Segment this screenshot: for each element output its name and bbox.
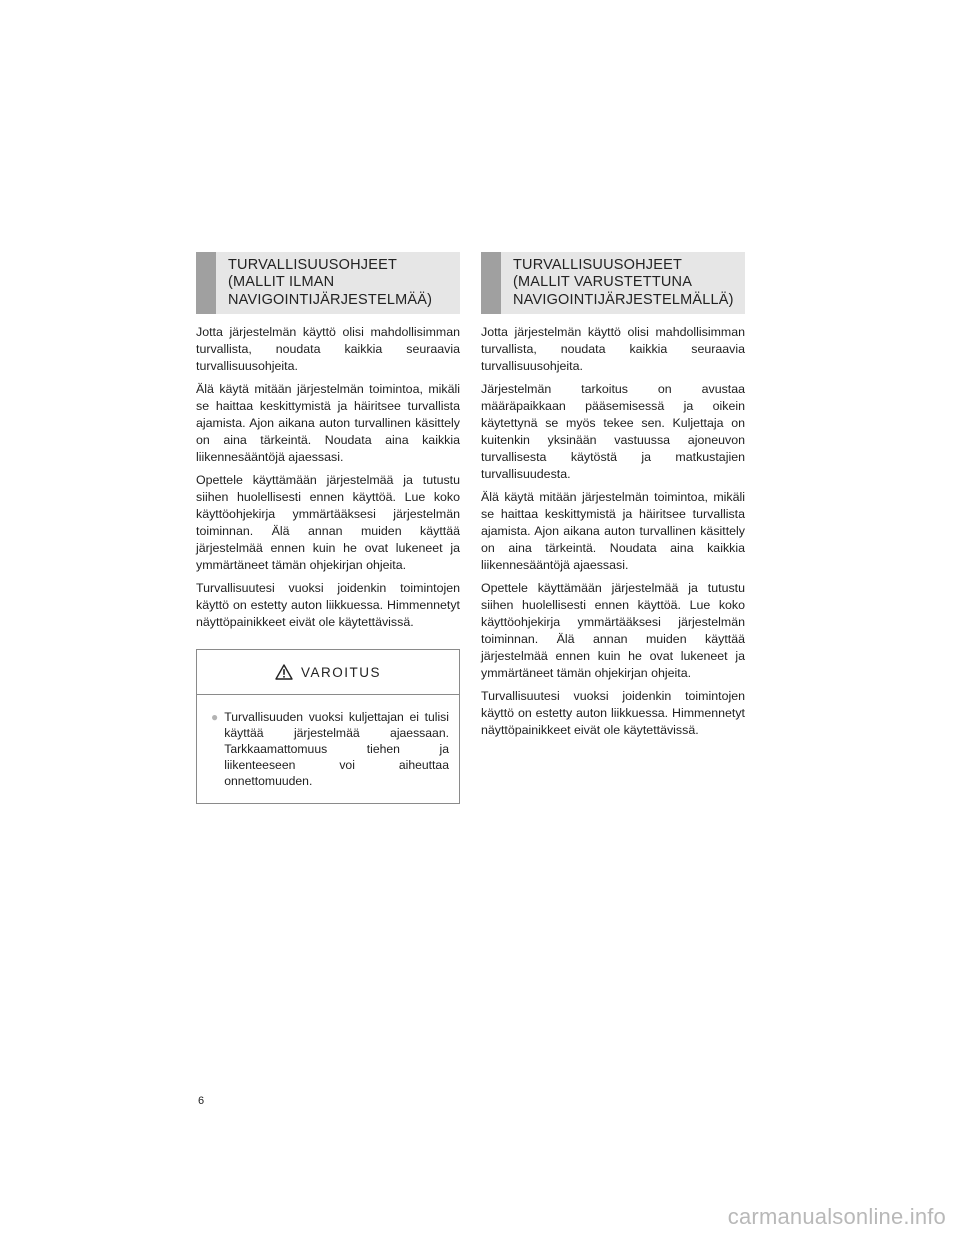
paragraph: Jotta järjestelmän käyttö olisi mahdollisimman turvallista, noudata kaikkia seuraavia turvallisuusohjeita. (481, 325, 745, 373)
warning-triangle-icon (275, 664, 293, 680)
paragraph: Opettele käyttämään järjestelmää ja tutustu siihen huolellisesti ennen käyttöä. Lue koko käyttöohjekirja ymmärtääksesi järjestelmän toiminnan. Älä annan muiden käyttää järjestelmää ennen kuin he ovat lukeneet ja ymmärtäneet tämän ohjekirjan ohjeita. (481, 581, 745, 680)
section-heading-without-navigation (196, 252, 460, 314)
heading-accent-bar (196, 252, 216, 314)
paragraph: Älä käytä mitään järjestelmän toimintoa, mikäli se haittaa keskittymistä ja häiritsee turvallista ajamista. Ajon aikana auton turvallinen käsittely on aina tärkeintä. Noudata aina kaikkia liikennesääntöjä ajaessasi. (196, 382, 460, 464)
paragraph: Turvallisuutesi vuoksi joidenkin toimintojen käyttö on estetty auton liikkuessa. Himmennetyt näyttöpainikkeet eivät ole käytettävissä. (481, 689, 745, 737)
watermark: carmanualsonline.info (727, 1204, 946, 1229)
left-body-text (196, 324, 460, 631)
warning-label: VAROITUS (300, 664, 381, 680)
paragraph: Opettele käyttämään järjestelmää ja tutustu siihen huolellisesti ennen käyttöä. Lue koko käyttöohjekirja ymmärtääksesi järjestelmän toiminnan. Älä annan muiden käyttää järjestelmää ennen kuin he ovat lukeneet ja ymmärtäneet tämän ohjekirjan ohjeita. (196, 473, 460, 572)
warning-text: Turvallisuuden vuoksi kuljettajan ei tulisi käyttää järjestelmää ajaessaan. Tarkkaamattomuus tiehen ja liikenteeseen voi aiheuttaa onnettomuuden. (224, 710, 449, 788)
right-body-text (481, 324, 745, 739)
paragraph: Älä käytä mitään järjestelmän toimintoa, mikäli se haittaa keskittymistä ja häiritsee turvallista ajamista. Ajon aikana auton turvallinen käsittely on aina tärkeintä. Noudata aina kaikkia liikennesääntöjä ajaessasi. (481, 490, 745, 572)
warning-box (196, 649, 460, 804)
right-column (481, 252, 745, 745)
paragraph: Järjestelmän tarkoitus on avustaa määräpaikkaan pääsemisessä ja oikein käytettynä se myös tekee sen. Kuljettaja on kuitenkin yksinään vastuussa ajoneuvon turvallisesta käytöstä ja matkustajien turvallisuudesta. (481, 382, 745, 481)
left-column (196, 252, 460, 804)
heading-text: TURVALLISUUSOHJEET (MALLIT ILMAN NAVIGOINTIJÄRJESTELMÄÄ) (228, 256, 433, 308)
warning-header (197, 650, 459, 695)
heading-text: TURVALLISUUSOHJEET (MALLIT VARUSTETTUNA NAVIGOINTIJÄRJESTELMÄLLÄ) (513, 256, 734, 308)
section-heading-with-navigation (481, 252, 745, 314)
page-number: 6 (198, 1095, 205, 1107)
paragraph: Jotta järjestelmän käyttö olisi mahdollisimman turvallista, noudata kaikkia seuraavia turvallisuusohjeita. (196, 325, 460, 373)
heading-accent-bar (481, 252, 501, 314)
paragraph: Turvallisuutesi vuoksi joidenkin toimintojen käyttö on estetty auton liikkuessa. Himmennetyt näyttöpainikkeet eivät ole käytettävissä. (196, 581, 460, 629)
warning-body (197, 695, 459, 803)
bullet-icon: ● (211, 710, 219, 724)
